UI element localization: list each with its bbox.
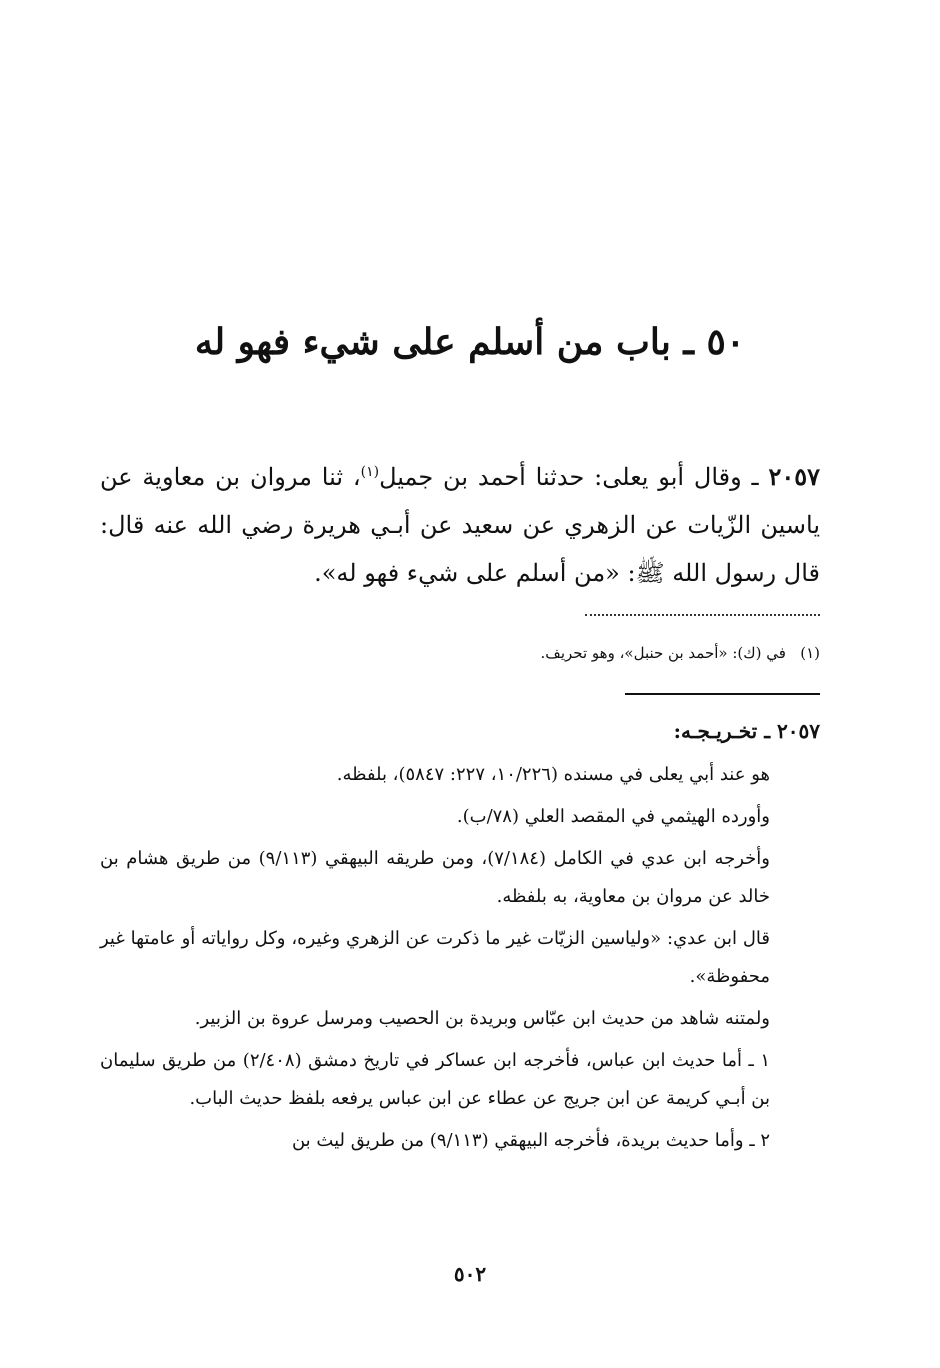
takhrij-paragraph: ١ ـ أما حديث ابن عباس، فأخرجه ابن عساكر في تاريخ دمشق (٢/٤٠٨) من طريق سليمان بن أبـي كريمة عن ابن جريج عن عطاء عن ابن عباس يرفعه بلفظ حديث الباب. bbox=[100, 1050, 770, 1109]
chapter-title: ٥٠ ـ باب من أسلم على شيء فهو له bbox=[194, 321, 746, 363]
takhrij-paragraph: وأورده الهيثمي في المقصد العلي (٧٨/ب). bbox=[456, 806, 770, 827]
takhrij-paragraph: وأخرجه ابن عدي في الكامل (٧/١٨٤)، ومن طريقه البيهقي (٩/١١٣) من طريق هشام بن خالد عن مروان بن معاوية، به بلفظه. bbox=[100, 848, 770, 907]
takhrij-paragraph: هو عند أبي يعلى في مسنده (١٠/٢٢٦، ٢٢٧: ٥٨٤٧)، بلفظه. bbox=[336, 764, 770, 785]
hadith-number: ٢٠٥٧ bbox=[768, 462, 820, 491]
takhrij-heading: ٢٠٥٧ ـ تخـريـجـه: bbox=[673, 719, 820, 743]
takhrij-body bbox=[100, 756, 820, 1164]
page-number: ٥٠٢ bbox=[453, 1262, 487, 1286]
takhrij-paragraph: ولمتنه شاهد من حديث ابن عبّاس وبريدة بن الحصيب ومرسل عروة بن الزبير. bbox=[194, 1008, 770, 1029]
footnote-text: في (ك): «أحمد بن حنبل»، وهو تحريف. bbox=[540, 644, 786, 662]
hadith-text-before-note: ـ وقال أبو يعلى: حدثنا أحمد بن جميل bbox=[379, 463, 759, 491]
takhrij-paragraph: قال ابن عدي: «ولياسين الزيّات غير ما ذكرت عن الزهري وغيره، وكل رواياته أو عامتها غير محفوظة». bbox=[100, 928, 770, 987]
hadith-text-after-note: ، ثنا مروان بن معاوية عن ياسين الزّيات عن الزهري عن سعيد عن أبـي هريرة رضي الله عنه قال: قال رسول الله ﷺ: «من أسلم على شيء فهو له». bbox=[100, 463, 820, 587]
footnote-marker[interactable]: (١) bbox=[360, 464, 380, 480]
footnote-number: (١) bbox=[800, 644, 820, 662]
takhrij-paragraph: ٢ ـ وأما حديث بريدة، فأخرجه البيهقي (٩/١١٣) من طريق ليث بن bbox=[291, 1130, 770, 1151]
footnote bbox=[300, 640, 820, 666]
section-rule bbox=[625, 693, 820, 695]
footnote-separator bbox=[585, 604, 820, 616]
hadith-text bbox=[100, 448, 820, 597]
